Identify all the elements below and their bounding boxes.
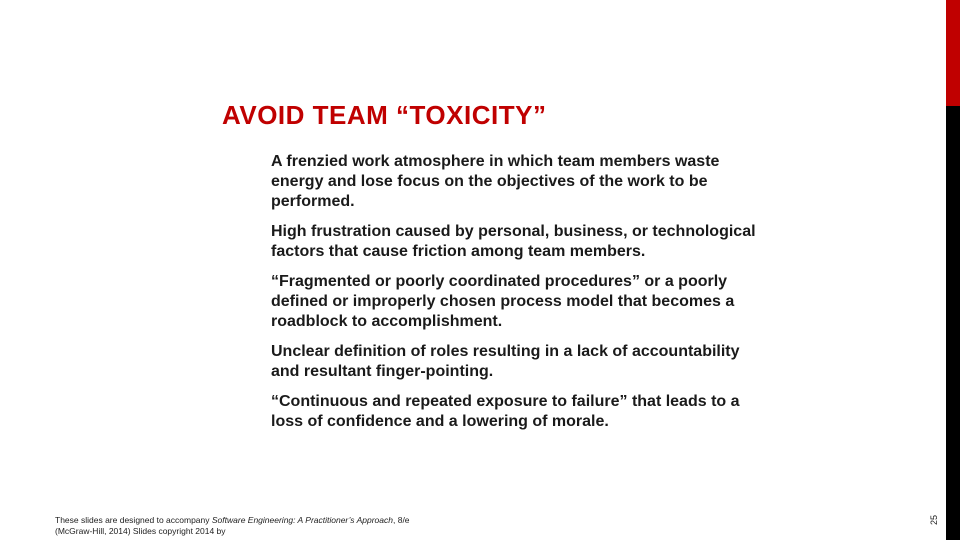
slide-title: AVOID TEAM “TOXICITY”: [222, 100, 547, 130]
side-accent-bar-black: [946, 106, 960, 540]
side-accent-bar-red: [946, 0, 960, 106]
bullet-item: “Fragmented or poorly coordinated procedures” or a poorly defined or improperly chosen process model that becomes a roadblock to accomplishment.: [271, 273, 735, 330]
footer-copyright: [55, 515, 415, 537]
bullet-list: [271, 152, 771, 442]
footer-book-title: Software Engineering: A Practitioner’s Approach: [211, 515, 393, 525]
bullet-item: “Continuous and repeated exposure to failure” that leads to a loss of confidence and a lowering of morale.: [271, 393, 740, 430]
footer-prefix: These slides are designed to accompany: [55, 515, 212, 525]
footer-suffix: , 8/e (McGraw-Hill, 2014) Slides copyright 2014 by: [55, 515, 410, 536]
page-number: 25: [929, 515, 939, 526]
bullet-item: High frustration caused by personal, business, or technological factors that cause friction among team members.: [271, 223, 756, 260]
bullet-item: Unclear definition of roles resulting in a lack of accountability and resultant finger-pointing.: [271, 343, 740, 380]
bullet-item: A frenzied work atmosphere in which team members waste energy and lose focus on the objectives of the work to be performed.: [271, 153, 720, 210]
